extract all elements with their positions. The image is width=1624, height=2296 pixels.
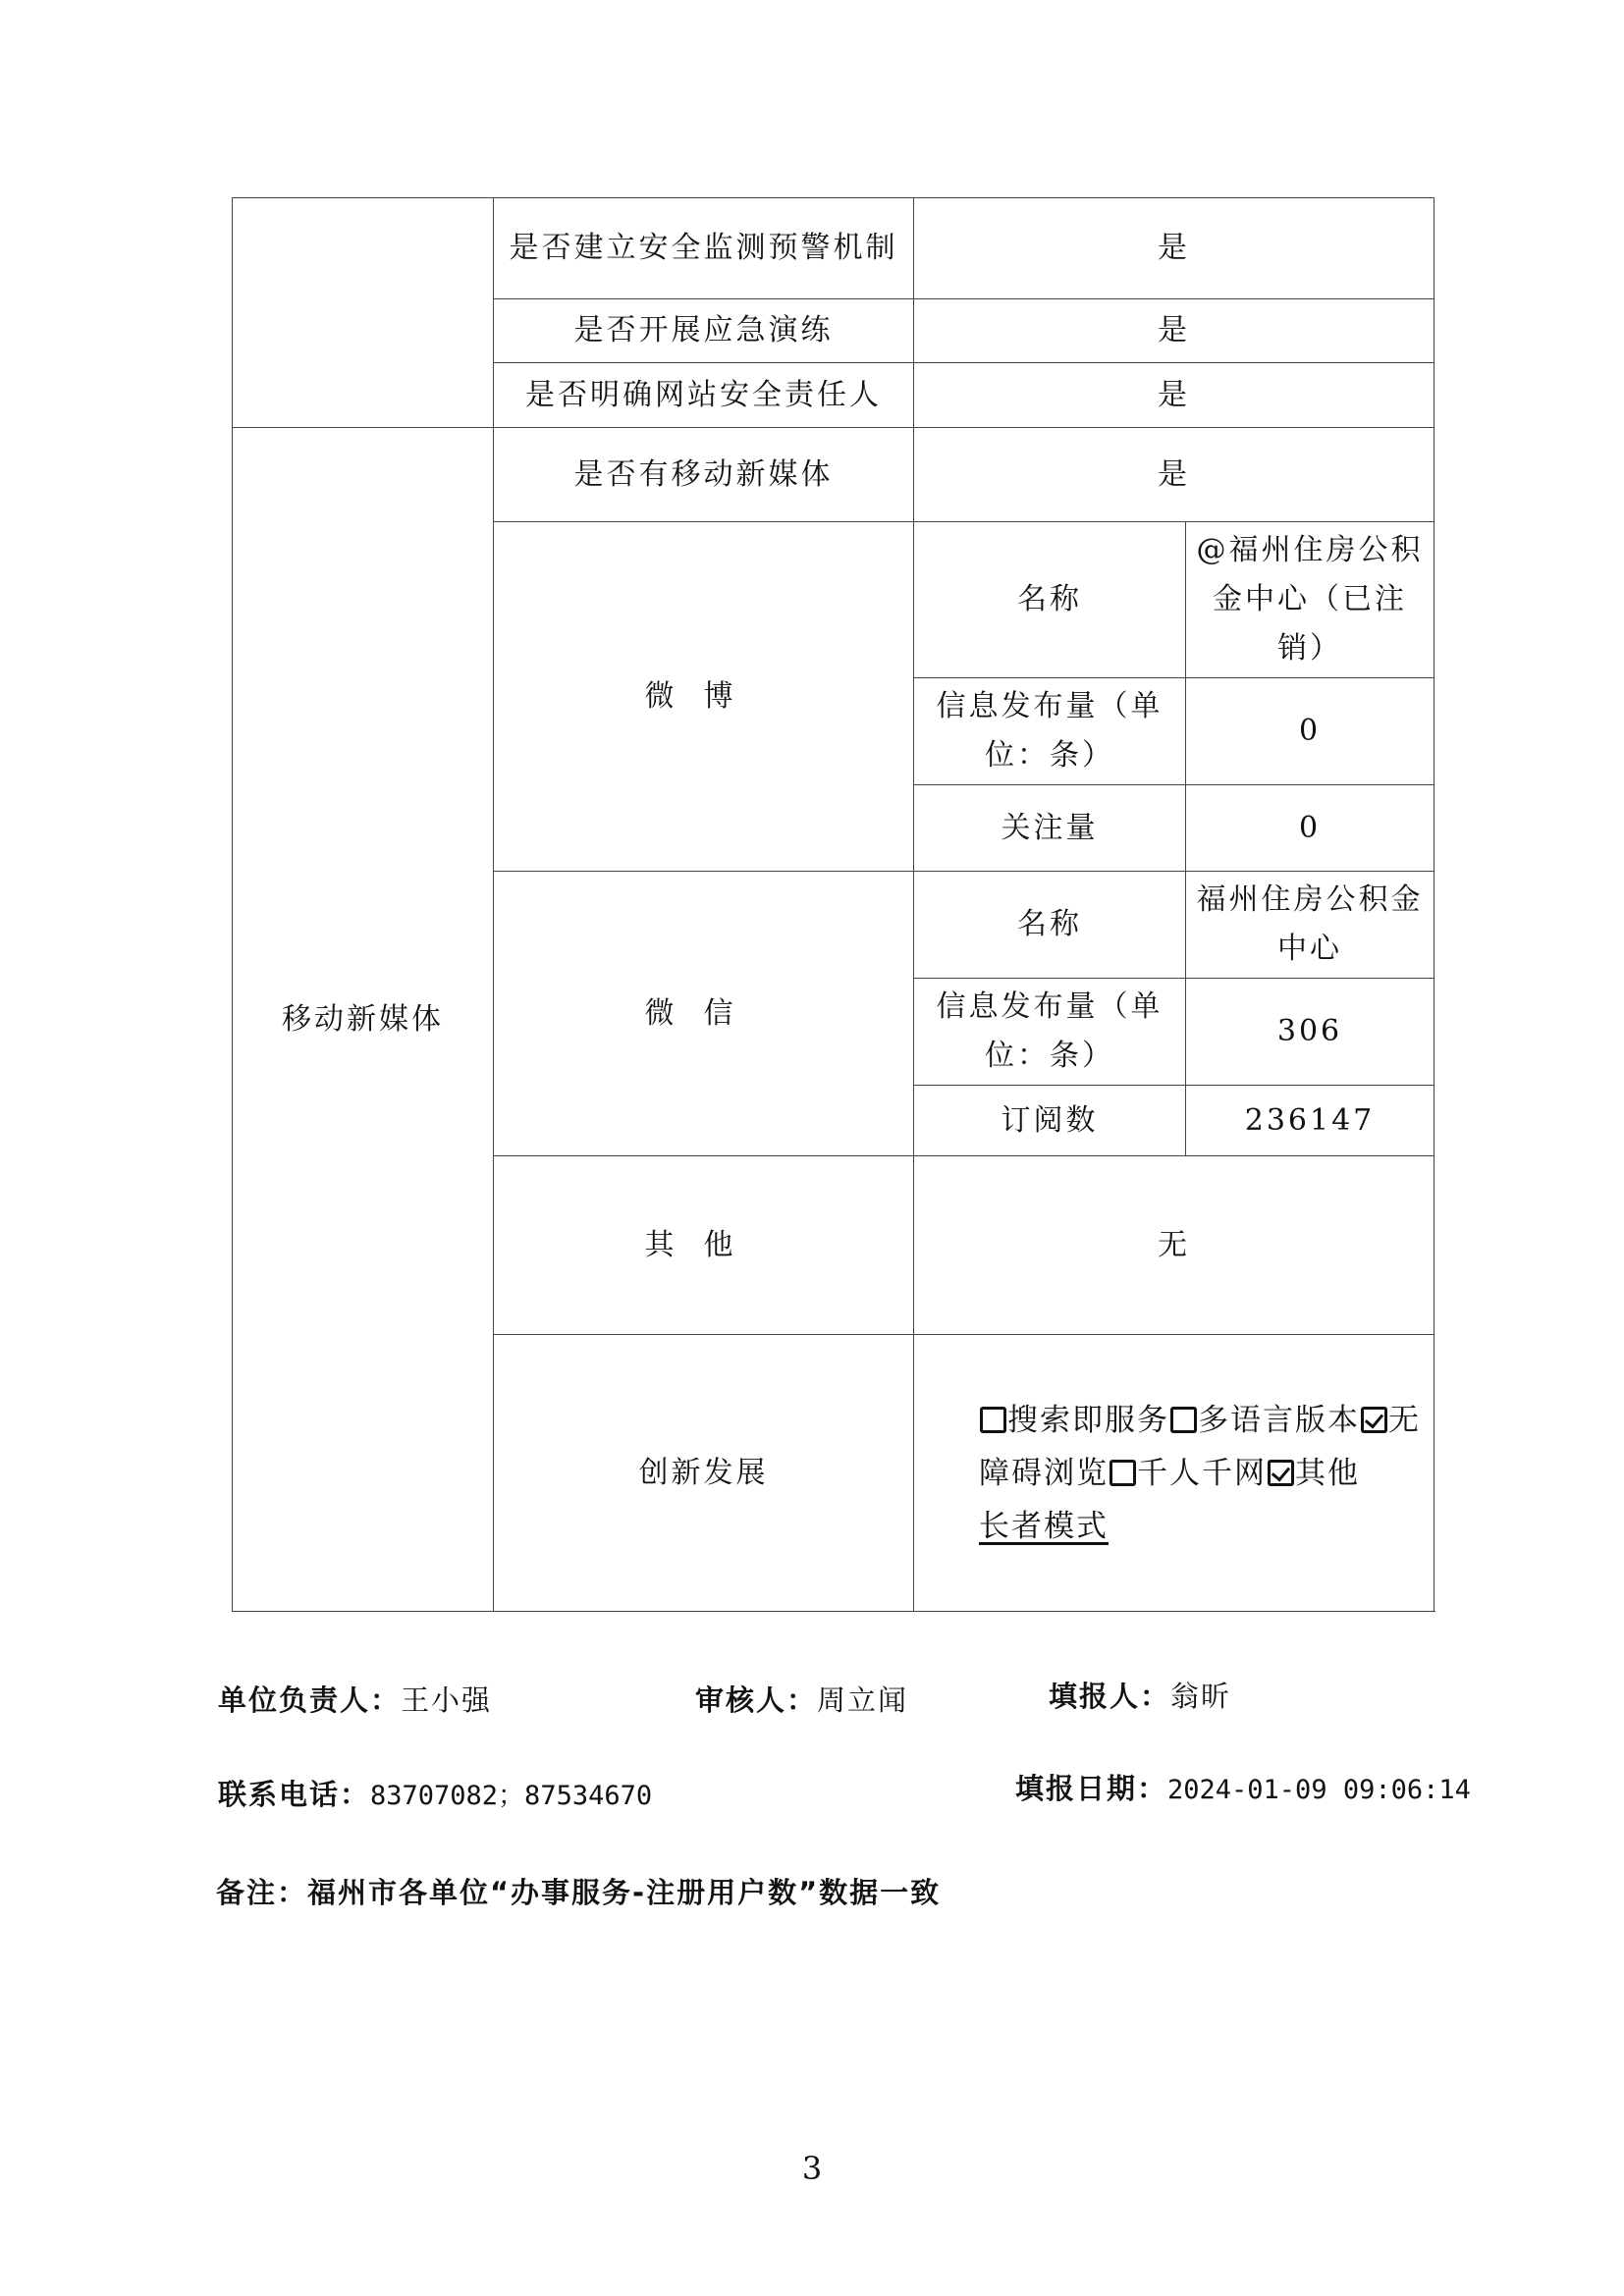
has-mobile-media-label: 是否有移动新媒体 <box>494 428 914 522</box>
has-mobile-media-value: 是 <box>914 428 1435 522</box>
fill-date <box>1015 1767 1471 1807</box>
filler <box>1049 1675 1231 1715</box>
responsible-value: 王小强 <box>401 1683 493 1717</box>
remark-note: 备注：福州市各单位“办事服务-注册用户数”数据一致 <box>216 1876 942 1909</box>
other-media-value: 无 <box>914 1156 1435 1335</box>
date-value: 2024-01-09 09:06:14 <box>1167 1775 1471 1805</box>
option-multilingual-label: 多语言版本 <box>1198 1402 1360 1438</box>
wechat-name-label: 名称 <box>914 872 1186 979</box>
wechat-label: 微信 <box>494 872 914 1156</box>
checkbox-accessibility[interactable] <box>1361 1407 1387 1433</box>
wechat-subs-label: 订阅数 <box>914 1086 1186 1156</box>
report-table <box>232 197 1435 1612</box>
emergency-drill-label: 是否开展应急演练 <box>494 299 914 363</box>
weibo-posts-label: 信息发布量（单位：条） <box>914 678 1186 785</box>
checkbox-personalized[interactable] <box>1110 1460 1136 1486</box>
monitoring-mechanism-value: 是 <box>914 198 1435 299</box>
option-search-service-label: 搜索即服务 <box>1007 1402 1169 1438</box>
security-section-cell <box>233 198 494 428</box>
mobile-media-section-label: 移动新媒体 <box>233 428 494 1612</box>
option-personalized-label: 千人千网 <box>1137 1455 1267 1491</box>
security-officer-value: 是 <box>914 363 1435 428</box>
emergency-drill-value: 是 <box>914 299 1435 363</box>
page-number: 3 <box>801 2150 823 2187</box>
phone-label: 联系电话： <box>218 1778 371 1811</box>
wechat-subs-value: 236147 <box>1186 1086 1435 1156</box>
security-officer-label: 是否明确网站安全责任人 <box>494 363 914 428</box>
responsible-person <box>218 1679 492 1719</box>
other-media-label: 其他 <box>494 1156 914 1335</box>
weibo-follows-value: 0 <box>1186 785 1435 872</box>
checkbox-other[interactable] <box>1268 1460 1294 1486</box>
option-other-label: 其他 <box>1295 1455 1360 1491</box>
weibo-follows-label: 关注量 <box>914 785 1186 872</box>
reviewer-value: 周立闻 <box>817 1683 909 1717</box>
innovation-section-label: 创新发展 <box>494 1335 914 1612</box>
filler-label: 填报人： <box>1049 1680 1171 1713</box>
phone-value: 83707082；87534670 <box>370 1781 653 1811</box>
weibo-posts-value: 0 <box>1186 678 1435 785</box>
wechat-name-value: 福州住房公积金中心 <box>1186 872 1435 979</box>
checkbox-search-service[interactable] <box>980 1407 1006 1433</box>
other-innovation-text: 长者模式 <box>979 1508 1109 1544</box>
responsible-label: 单位负责人： <box>218 1683 402 1717</box>
innovation-options-cell <box>914 1335 1435 1612</box>
weibo-name-value: @福州住房公积金中心（已注销） <box>1186 522 1435 678</box>
checkbox-multilingual[interactable] <box>1170 1407 1197 1433</box>
weibo-name-label: 名称 <box>914 522 1186 678</box>
reviewer <box>695 1679 908 1719</box>
wechat-posts-label: 信息发布量（单位：条） <box>914 979 1186 1086</box>
date-label: 填报日期： <box>1015 1772 1168 1805</box>
monitoring-mechanism-label: 是否建立安全监测预警机制 <box>494 198 914 299</box>
option-accessibility-label: 无障碍浏览 <box>979 1402 1421 1491</box>
reviewer-label: 审核人： <box>695 1683 818 1717</box>
contact-phone <box>218 1773 652 1813</box>
weibo-label: 微博 <box>494 522 914 872</box>
wechat-posts-value: 306 <box>1186 979 1435 1086</box>
filler-value: 翁昕 <box>1170 1680 1232 1713</box>
